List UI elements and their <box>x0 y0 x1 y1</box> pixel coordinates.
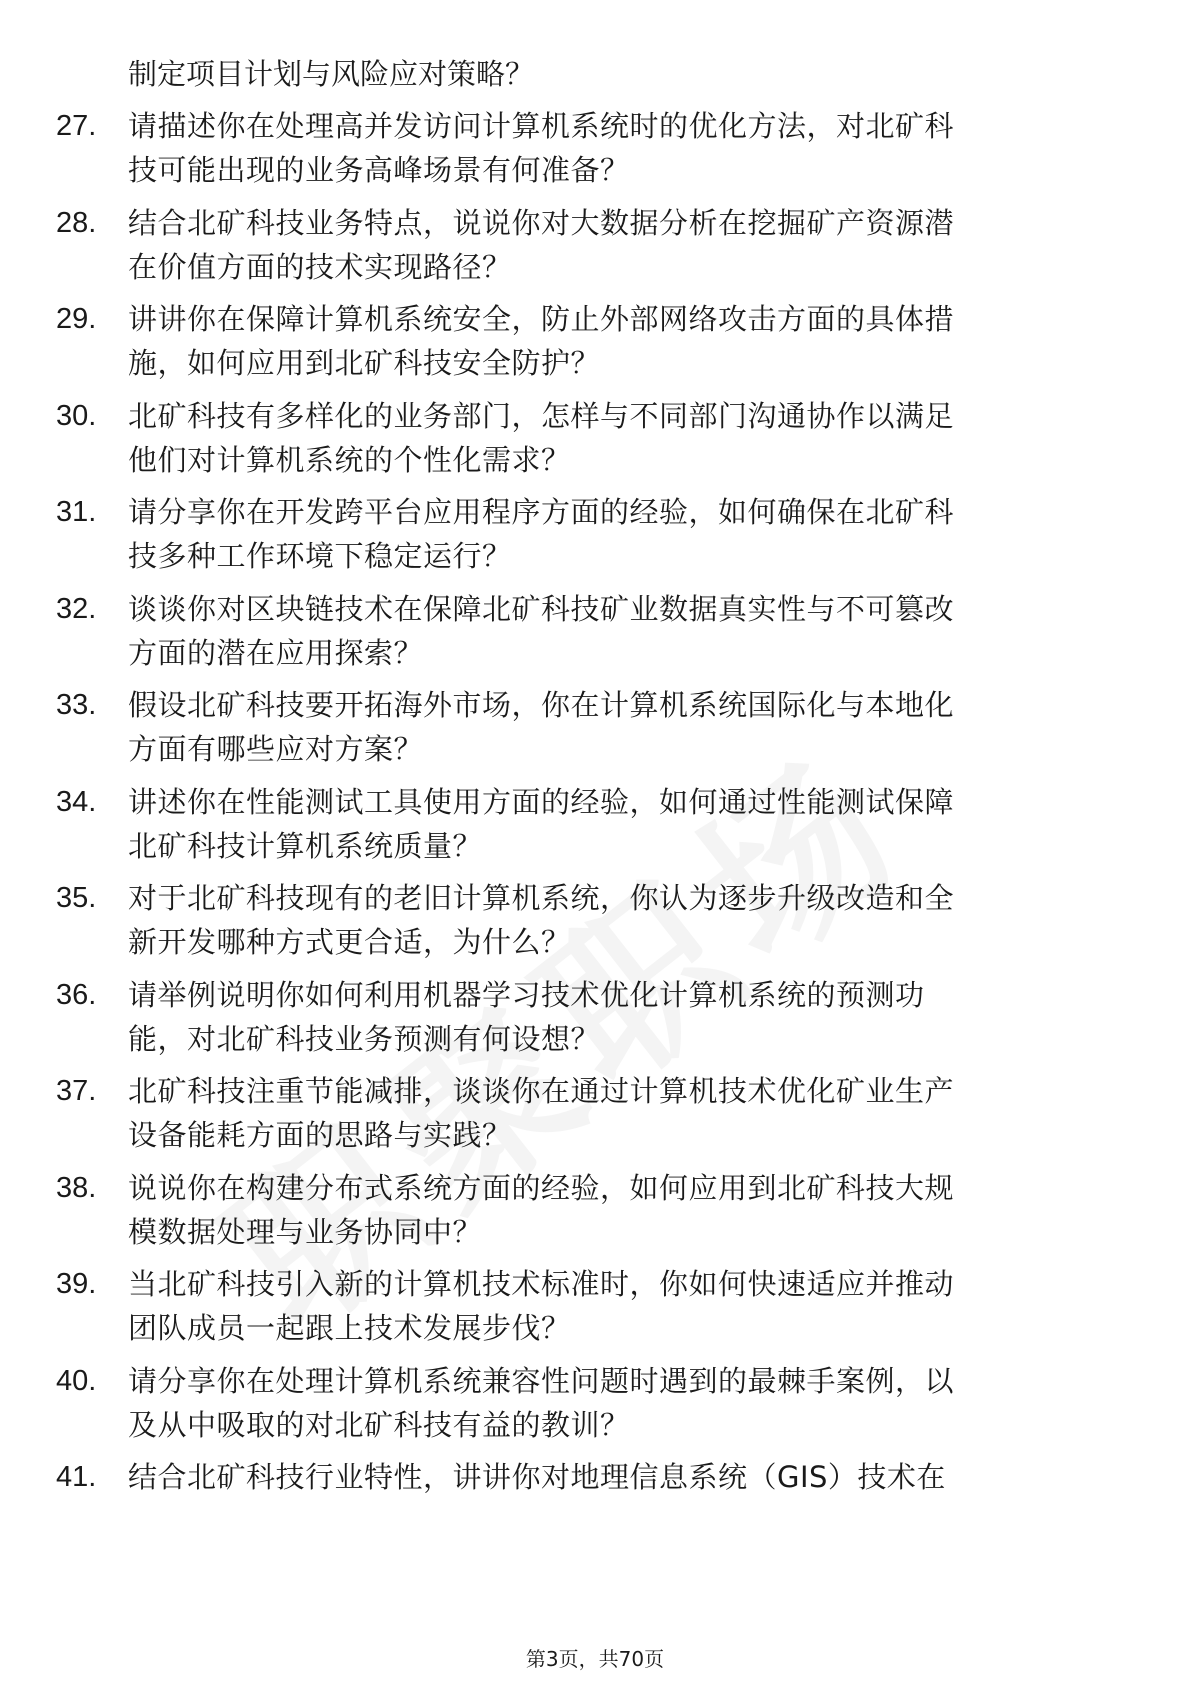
question-line: 他们对计算机系统的个性化需求？ <box>128 443 571 477</box>
question-line: 请描述你在处理高并发访问计算机系统时的优化方法，对北矿科 <box>128 109 955 143</box>
question-number: 36. <box>56 979 97 1011</box>
question-text <box>128 490 1118 578</box>
question-text <box>128 780 1118 868</box>
question-line: 说说你在构建分布式系统方面的经验，如何应用到北矿科技大规 <box>128 1171 955 1205</box>
question-number: 33. <box>56 689 97 721</box>
question-line: 新开发哪种方式更合适，为什么？ <box>128 925 571 959</box>
question-number: 31. <box>56 496 97 528</box>
question-line: 请分享你在处理计算机系统兼容性问题时遇到的最棘手案例，以 <box>128 1364 955 1398</box>
question-number: 28. <box>56 207 97 239</box>
question-text <box>128 1166 1118 1254</box>
question-number: 35. <box>56 882 97 914</box>
question-number: 32. <box>56 593 97 625</box>
question-number: 40. <box>56 1365 97 1397</box>
question-number: 39. <box>56 1268 97 1300</box>
question-number: 38. <box>56 1172 97 1204</box>
question-text <box>128 876 1118 964</box>
question-text <box>128 1359 1118 1447</box>
question-number: 41. <box>56 1461 97 1493</box>
question-line: 方面有哪些应对方案？ <box>128 732 424 766</box>
question-number: 30. <box>56 400 97 432</box>
question-line: 结合北矿科技业务特点，说说你对大数据分析在挖掘矿产资源潜 <box>128 206 955 240</box>
question-line: 技多种工作环境下稳定运行？ <box>128 539 512 573</box>
question-text <box>128 201 1118 289</box>
question-line: 请分享你在开发跨平台应用程序方面的经验，如何确保在北矿科 <box>128 495 955 529</box>
question-text <box>128 973 1118 1061</box>
question-line: 及从中吸取的对北矿科技有益的教训？ <box>128 1408 630 1442</box>
question-line: 施，如何应用到北矿科技安全防护？ <box>128 346 601 380</box>
question-line: 当北矿科技引入新的计算机技术标准时，你如何快速适应并推动 <box>128 1267 955 1301</box>
question-number: 37. <box>56 1075 97 1107</box>
question-line: 模数据处理与业务协同中？ <box>128 1215 483 1249</box>
question-line: 对于北矿科技现有的老旧计算机系统，你认为逐步升级改造和全 <box>128 881 955 915</box>
question-line: 方面的潜在应用探索？ <box>128 636 424 670</box>
question-line: 能，对北矿科技业务预测有何设想？ <box>128 1022 601 1056</box>
question-line: 结合北矿科技行业特性，讲讲你对地理信息系统（GIS）技术在 <box>128 1460 946 1494</box>
question-line: 北矿科技计算机系统质量？ <box>128 829 483 863</box>
question-text <box>128 104 1118 192</box>
continuation-text: 制定项目计划与风险应对策略？ <box>128 57 535 91</box>
page-number: 第3页，共70页 <box>525 1647 665 1671</box>
question-line: 讲讲你在保障计算机系统安全，防止外部网络攻击方面的具体措 <box>128 302 955 336</box>
question-line: 北矿科技有多样化的业务部门，怎样与不同部门沟通协作以满足 <box>128 399 955 433</box>
question-number: 34. <box>56 786 97 818</box>
question-number: 27. <box>56 110 97 142</box>
question-text <box>128 394 1118 482</box>
question-number: 29. <box>56 303 97 335</box>
question-line: 假设北矿科技要开拓海外市场，你在计算机系统国际化与本地化 <box>128 688 955 722</box>
question-line: 在价值方面的技术实现路径？ <box>128 250 512 284</box>
question-line: 请举例说明你如何利用机器学习技术优化计算机系统的预测功 <box>128 978 925 1012</box>
question-line: 讲述你在性能测试工具使用方面的经验，如何通过性能测试保障 <box>128 785 955 819</box>
question-line: 技可能出现的业务高峰场景有何准备？ <box>128 153 630 187</box>
question-text <box>128 297 1118 385</box>
question-line: 北矿科技注重节能减排，谈谈你在通过计算机技术优化矿业生产 <box>128 1074 955 1108</box>
question-text <box>128 1455 1118 1499</box>
question-line: 团队成员一起跟上技术发展步伐？ <box>128 1311 571 1345</box>
question-text <box>128 1262 1118 1350</box>
question-text <box>128 1069 1118 1157</box>
question-text <box>128 683 1118 771</box>
question-line: 设备能耗方面的思路与实践？ <box>128 1118 512 1152</box>
question-line: 谈谈你对区块链技术在保障北矿科技矿业数据真实性与不可篡改 <box>128 592 955 626</box>
question-text <box>128 587 1118 675</box>
